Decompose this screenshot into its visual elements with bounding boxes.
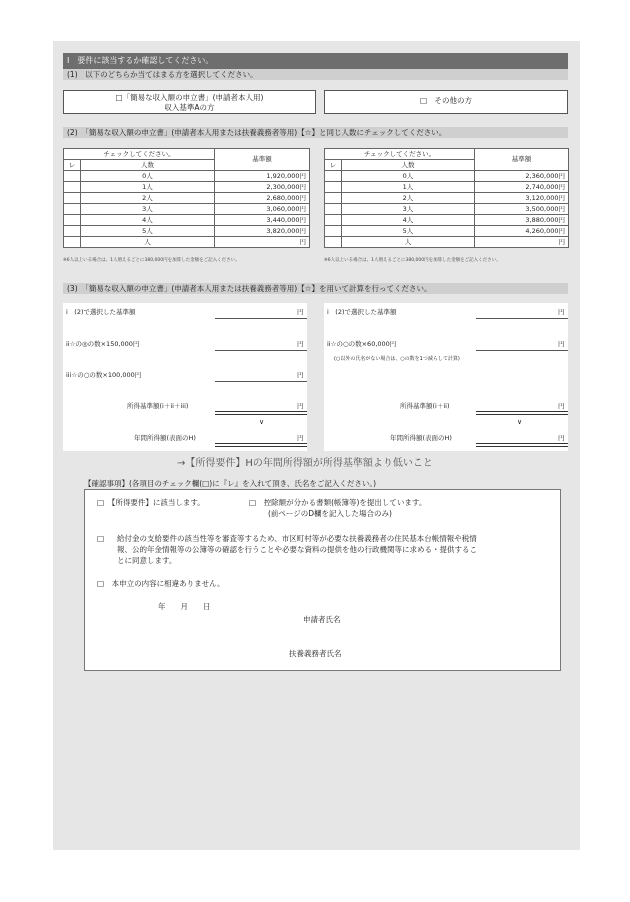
table-row bbox=[325, 193, 569, 204]
checkbox-consent[interactable]: □ bbox=[97, 534, 105, 543]
checkbox-cell[interactable] bbox=[64, 193, 81, 204]
people-cell: 3人 bbox=[342, 204, 475, 215]
input-line-i[interactable] bbox=[215, 318, 307, 319]
checkbox-cell[interactable] bbox=[325, 204, 342, 215]
checkbox-cell[interactable] bbox=[325, 237, 342, 248]
checkbox-deduction-docs[interactable]: □ 控除額が分かる書類(帳簿等)を提出しています。 bbox=[249, 498, 427, 507]
checkbox-cell[interactable] bbox=[64, 215, 81, 226]
people-cell: 0人 bbox=[342, 171, 475, 182]
people-input-cell[interactable]: 人 bbox=[81, 237, 215, 248]
input-line-total[interactable] bbox=[476, 411, 568, 415]
choice-a-line2: 収入基準Aの方 bbox=[164, 102, 215, 112]
amount-cell: 2,360,000円 bbox=[475, 171, 569, 182]
amount-cell: 3,820,000円 bbox=[215, 226, 310, 237]
unit-label: 円 bbox=[558, 402, 565, 410]
calc-annual-label: 年間所得額(表面のH) bbox=[134, 434, 196, 442]
people-cell: 2人 bbox=[342, 193, 475, 204]
header-people: 人数 bbox=[81, 160, 215, 171]
people-input-cell[interactable]: 人 bbox=[342, 237, 475, 248]
table-row bbox=[325, 237, 569, 248]
choice-income-standard-a[interactable] bbox=[63, 90, 316, 114]
people-cell: 5人 bbox=[342, 226, 475, 237]
calc-total-label: 所得基準額(i＋ii) bbox=[400, 402, 450, 410]
header-mark: レ bbox=[325, 160, 342, 171]
table-row bbox=[325, 171, 569, 182]
consent-line3: とに同意します。 bbox=[117, 556, 177, 565]
applicant-name-label: 申請者氏名 bbox=[303, 615, 341, 624]
income-requirement-text: →【所得要件】Hの年間所得額が所得基準額より低いこと bbox=[177, 458, 433, 469]
people-cell: 0人 bbox=[81, 171, 215, 182]
checkbox-cell[interactable] bbox=[64, 204, 81, 215]
standard-amount-table-right bbox=[324, 148, 569, 248]
calc-box-left bbox=[63, 303, 307, 451]
header-people: 人数 bbox=[342, 160, 475, 171]
input-line-annual[interactable] bbox=[215, 443, 307, 447]
amount-cell: 3,880,000円 bbox=[475, 215, 569, 226]
people-cell: 5人 bbox=[81, 226, 215, 237]
table-row bbox=[64, 171, 310, 182]
table-row bbox=[325, 182, 569, 193]
people-cell: 2人 bbox=[81, 193, 215, 204]
calc-total-label: 所得基準額(i＋ii＋iii) bbox=[127, 402, 189, 410]
people-cell: 1人 bbox=[342, 182, 475, 193]
checkbox-cell[interactable] bbox=[64, 182, 81, 193]
unit-label: 円 bbox=[558, 340, 565, 348]
amount-cell: 3,440,000円 bbox=[215, 215, 310, 226]
table-right-note: ※6人以上いる場合は、1人増えるごとに380,000円を加算した金額をご記入ください。 bbox=[324, 258, 501, 263]
unit-label: 円 bbox=[297, 434, 304, 442]
checkbox-income-requirement[interactable]: □ 【所得要件】に該当します。 bbox=[97, 498, 205, 507]
amount-cell: 3,500,000円 bbox=[475, 204, 569, 215]
amount-cell: 1,920,000円 bbox=[215, 171, 310, 182]
header-amount: 基準額 bbox=[215, 149, 310, 171]
table-row bbox=[64, 226, 310, 237]
amount-input-cell[interactable]: 円 bbox=[475, 237, 569, 248]
question-2: (2) 「簡易な収入額の申立書」(申請者本人用または扶養義務者等用)【☆】と同じ人数にチェックしてください。 bbox=[63, 127, 568, 138]
unit-label: 円 bbox=[297, 308, 304, 316]
choice-a-line1: □「簡易な収入額の申立書」(申請者本人用) bbox=[115, 93, 264, 102]
checkbox-cell[interactable] bbox=[64, 171, 81, 182]
table-left-note: ※6人以上いる場合は、1人増えるごとに380,000円を加算した金額をご記入ください。 bbox=[63, 258, 240, 263]
people-cell: 4人 bbox=[342, 215, 475, 226]
input-line-ii[interactable] bbox=[476, 350, 568, 351]
table-row bbox=[325, 204, 569, 215]
table-row bbox=[64, 215, 310, 226]
confirm-title: 【確認事項】(各項目のチェック欄(□)に『レ』を入れて頂き、氏名をご記入ください。) bbox=[84, 479, 377, 488]
consent-line2: 報、公的年金情報等の公簿等の確認を行うことや必要な資料の提供を他の行政機関等に求める・提供するこ bbox=[117, 545, 477, 554]
question-1: (1) 以下のどちらか当てはまる方を選択してください。 bbox=[63, 69, 568, 80]
supporter-name-label: 扶養義務者氏名 bbox=[289, 649, 342, 658]
checkbox-cell[interactable] bbox=[64, 237, 81, 248]
calc-box-right bbox=[324, 303, 568, 451]
calc-row-i: i (2)で選択した基準額 bbox=[66, 308, 136, 316]
section-header: Ⅰ 要件に該当するか確認してください。 bbox=[63, 53, 568, 69]
checkbox-cell[interactable] bbox=[325, 182, 342, 193]
checkbox-cell[interactable] bbox=[325, 215, 342, 226]
input-line-iii[interactable] bbox=[215, 381, 307, 382]
people-cell: 4人 bbox=[81, 215, 215, 226]
table-row bbox=[64, 193, 310, 204]
checkbox-cell[interactable] bbox=[325, 193, 342, 204]
table-row bbox=[64, 204, 310, 215]
amount-cell: 3,120,000円 bbox=[475, 193, 569, 204]
calc-row-ii: ii☆の○の数×60,000円 bbox=[327, 340, 397, 348]
checkbox-no-discrepancy[interactable]: □ 本申立の内容に相違ありません。 bbox=[97, 579, 225, 588]
question-3: (3) 「簡易な収入額の申立書」(申請者本人用または扶養義務者等用)【☆】を用いて計算を行ってください。 bbox=[63, 283, 568, 294]
people-cell: 1人 bbox=[81, 182, 215, 193]
deduction-docs-note: (前ページのD欄を記入した場合のみ) bbox=[268, 509, 392, 518]
header-check: チェックしてください。 bbox=[325, 149, 475, 160]
calc-annual-label: 年間所得額(表面のH) bbox=[390, 434, 452, 442]
unit-label: 円 bbox=[297, 371, 304, 379]
less-than-icon: ∨ bbox=[517, 418, 523, 426]
standard-amount-table-left bbox=[63, 148, 310, 248]
unit-label: 円 bbox=[558, 308, 565, 316]
calc-row-iii: iii☆の○の数×100,000円 bbox=[66, 371, 142, 379]
confirm-box bbox=[84, 489, 561, 671]
table-row bbox=[64, 182, 310, 193]
table-row bbox=[325, 226, 569, 237]
input-line-ii[interactable] bbox=[215, 350, 307, 351]
amount-cell: 2,300,000円 bbox=[215, 182, 310, 193]
amount-cell: 4,260,000円 bbox=[475, 226, 569, 237]
choice-other[interactable]: □ その他の方 bbox=[324, 90, 568, 114]
calc-row-ii-note: (○以外の氏名がない場合は、○の数を1つ減らして計算) bbox=[334, 356, 460, 362]
calc-row-i: i (2)で選択した基準額 bbox=[327, 308, 397, 316]
people-cell: 3人 bbox=[81, 204, 215, 215]
unit-label: 円 bbox=[558, 434, 565, 442]
less-than-icon: ∨ bbox=[259, 418, 265, 426]
unit-label: 円 bbox=[297, 402, 304, 410]
table-row bbox=[64, 237, 310, 248]
unit-label: 円 bbox=[297, 340, 304, 348]
date-field[interactable]: 年 月 日 bbox=[158, 602, 211, 611]
amount-cell: 2,680,000円 bbox=[215, 193, 310, 204]
consent-line1: 給付金の支給要件の該当性等を審査等するため、市区町村等が必要な扶養義務者の住民基本台帳情報や税情 bbox=[117, 534, 477, 543]
header-amount: 基準額 bbox=[475, 149, 569, 171]
checkbox-cell[interactable] bbox=[325, 171, 342, 182]
table-row bbox=[325, 215, 569, 226]
input-line-total[interactable] bbox=[215, 411, 307, 415]
amount-cell: 2,740,000円 bbox=[475, 182, 569, 193]
header-check: チェックしてください。 bbox=[64, 149, 215, 160]
amount-cell: 3,060,000円 bbox=[215, 204, 310, 215]
checkbox-cell[interactable] bbox=[325, 226, 342, 237]
input-line-i[interactable] bbox=[476, 318, 568, 319]
calc-row-ii: ii☆の◎の数×150,000円 bbox=[66, 340, 140, 348]
header-mark: レ bbox=[64, 160, 81, 171]
amount-input-cell[interactable]: 円 bbox=[215, 237, 310, 248]
input-line-annual[interactable] bbox=[476, 443, 568, 447]
checkbox-cell[interactable] bbox=[64, 226, 81, 237]
